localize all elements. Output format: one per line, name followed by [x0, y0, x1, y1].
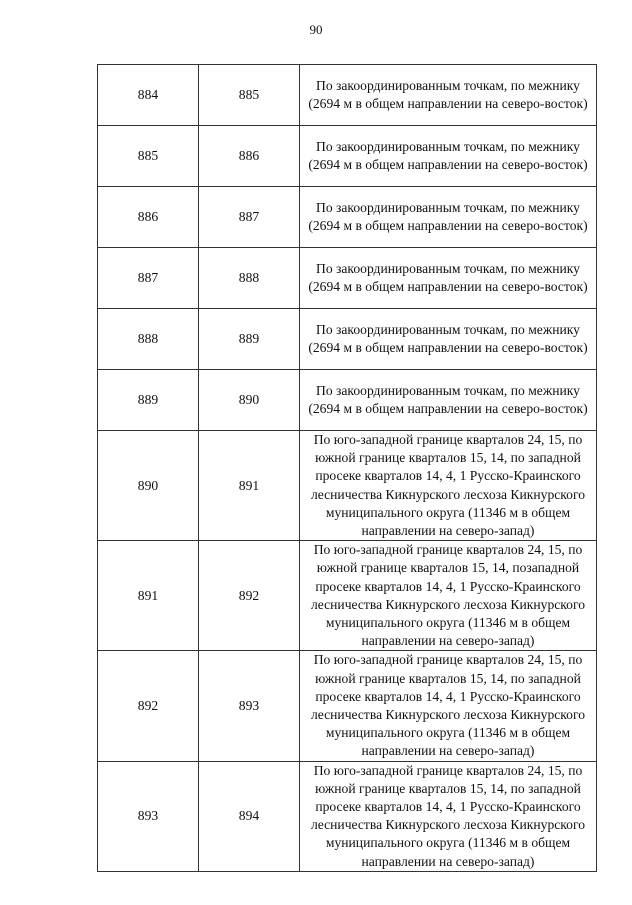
point-from: 884	[98, 65, 199, 126]
point-from: 889	[98, 370, 199, 431]
boundary-description: По закоординированным точкам, по межнику (2694 м в общем направлении на северо-восток)	[300, 309, 597, 370]
boundary-description: По юго-западной границе кварталов 24, 15, по южной границе кварталов 15, 14, по западной просеке кварталов 14, 4, 1 Русско-Краинского лесничества Кикнурского лесхоза Кикнурского муниципального округа (11346 м в общем направлении на северо-запад)	[300, 651, 597, 761]
point-from: 892	[98, 651, 199, 761]
point-to: 892	[199, 541, 300, 651]
table-row	[98, 431, 597, 541]
boundary-description: По закоординированным точкам, по межнику (2694 м в общем направлении на северо-восток)	[300, 187, 597, 248]
boundary-description: По закоординированным точкам, по межнику (2694 м в общем направлении на северо-восток)	[300, 370, 597, 431]
point-from: 890	[98, 431, 199, 541]
point-to: 889	[199, 309, 300, 370]
point-to: 887	[199, 187, 300, 248]
boundary-description: По закоординированным точкам, по межнику (2694 м в общем направлении на северо-восток)	[300, 126, 597, 187]
table-row	[98, 126, 597, 187]
boundary-description: По юго-западной границе кварталов 24, 15, по южной границе кварталов 15, 14, по западной просеке кварталов 14, 4, 1 Русско-Краинского лесничества Кикнурского лесхоза Кикнурского муниципального округа (11346 м в общем направлении на северо-запад)	[300, 431, 597, 541]
table-row	[98, 370, 597, 431]
table-row	[98, 541, 597, 651]
table-row	[98, 248, 597, 309]
point-from: 886	[98, 187, 199, 248]
point-from: 887	[98, 248, 199, 309]
table-row	[98, 187, 597, 248]
boundary-table	[97, 64, 597, 872]
point-from: 885	[98, 126, 199, 187]
boundary-description: По юго-западной границе кварталов 24, 15, по южной границе кварталов 15, 14, позападной просеке кварталов 14, 4, 1 Русско-Краинского лесничества Кикнурского лесхоза Кикнурского муниципального округа (11346 м в общем направлении на северо-запад)	[300, 541, 597, 651]
point-to: 891	[199, 431, 300, 541]
point-from: 888	[98, 309, 199, 370]
point-from: 893	[98, 761, 199, 871]
boundary-description: По закоординированным точкам, по межнику (2694 м в общем направлении на северо-восток)	[300, 65, 597, 126]
point-to: 893	[199, 651, 300, 761]
table-row	[98, 651, 597, 761]
point-to: 890	[199, 370, 300, 431]
page-number: 90	[309, 22, 323, 37]
table-row	[98, 309, 597, 370]
point-to: 886	[199, 126, 300, 187]
table-row	[98, 761, 597, 871]
boundary-description: По юго-западной границе кварталов 24, 15, по южной границе кварталов 15, 14, по западной просеке кварталов 14, 4, 1 Русско-Краинского лесничества Кикнурского лесхоза Кикнурского муниципального округа (11346 м в общем направлении на северо-запад)	[300, 761, 597, 871]
boundary-description: По закоординированным точкам, по межнику (2694 м в общем направлении на северо-восток)	[300, 248, 597, 309]
point-from: 891	[98, 541, 199, 651]
point-to: 894	[199, 761, 300, 871]
table-row	[98, 65, 597, 126]
point-to: 885	[199, 65, 300, 126]
point-to: 888	[199, 248, 300, 309]
